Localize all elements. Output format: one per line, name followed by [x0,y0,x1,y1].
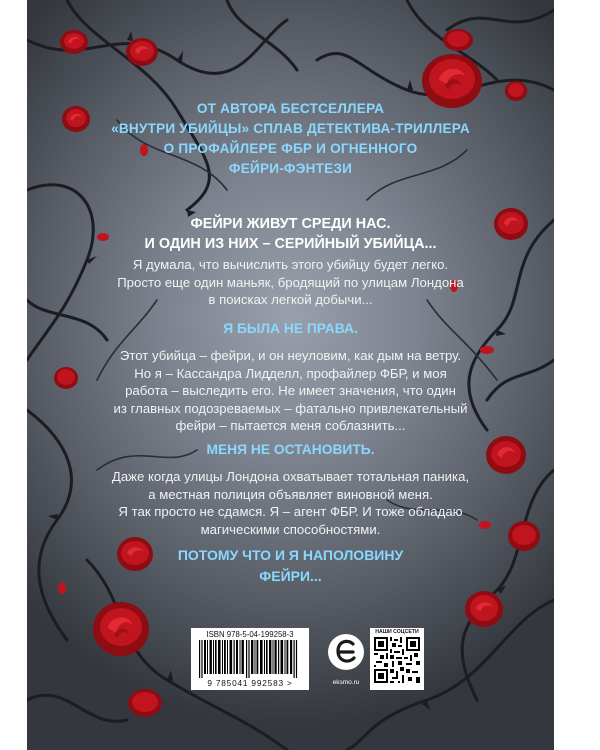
rose-icon [442,28,474,52]
intro-line: «ВНУТРИ УБИЙЦЫ» СПЛАВ ДЕТЕКТИВА-ТРИЛЛЕРА [111,121,470,136]
paragraph-line: в поисках легкой добычи... [208,292,373,308]
headline-line: И ОДИН ИЗ НИХ – СЕРИЙНЫЙ УБИЙЦА... [144,236,437,252]
rose-icon [464,590,504,628]
paragraph-line: Я думала, что вычислить этого убийцу будет легко. [132,257,449,272]
headline [27,214,554,254]
closing-line: ПОТОМУ ЧТО И Я НАПОЛОВИНУ [177,547,404,563]
qr-label: НАШИ СОЦСЕТИ [375,629,419,635]
intro-tagline [27,99,554,179]
rose-icon [125,36,159,68]
paragraph-2 [27,347,554,435]
rose-icon [91,600,151,658]
barcode-panel [191,628,309,690]
paragraph-line: работа – выследить его. Не имеет значения, что один [125,383,456,399]
headline-line: ФЕЙРИ ЖИВУТ СРЕДИ НАС. [190,216,391,232]
book-back-cover [27,0,554,750]
paragraph-line: Но я – Кассандра Лидделл, профайлер ФБР, и моя [134,365,447,381]
intro-line: ОТ АВТОРА БЕСТСЕЛЛЕРА [196,101,385,116]
paragraph-line: а местная полиция объявляет виновной меня. [148,486,433,502]
rose-icon [59,28,89,56]
highlight-1: Я БЫЛА НЕ ПРАВА. [223,321,358,336]
barcode-icon [199,640,301,678]
rose-icon [127,688,163,718]
closing-tagline [27,545,554,587]
eksmo-logo-icon [326,628,366,676]
intro-line: О ПРОФАЙЛЕРЕ ФБР И ОГНЕННОГО [163,141,418,156]
intro-line: ФЕЙРИ-ФЭНТЕЗИ [228,161,353,176]
paragraph-line: Даже когда улицы Лондона охватывает тотальная паника, [111,469,470,484]
paragraph-3 [27,468,554,538]
paragraph-1 [27,256,554,309]
paragraph-line: магическими способностями. [200,521,381,537]
publisher-logo [326,628,366,690]
paragraph-line: Я так просто не сдамся. Я – агент ФБР. И тоже обладаю [118,504,463,520]
isbn-number: ISBN 978-5-04-199258-3 [206,630,294,639]
qr-code-icon[interactable] [374,637,420,683]
qr-panel [370,628,424,690]
barcode-digits: 9 785041 992583 > [207,678,293,688]
paragraph-line: из главных подозреваемых – фатально привлекательный [113,400,468,416]
paragraph-line: фейри – пытается меня соблазнить... [175,418,406,434]
highlight-2: МЕНЯ НЕ ОСТАНОВИТЬ. [206,442,375,457]
paragraph-line: Этот убийца – фейри, и он неуловим, как дым на ветру. [119,348,462,363]
closing-line: ФЕЙРИ... [259,568,322,584]
paragraph-line: Просто еще один маньяк, бродящий по улицам Лондона [117,274,464,290]
publisher-site: eksmo.ru [332,679,360,686]
